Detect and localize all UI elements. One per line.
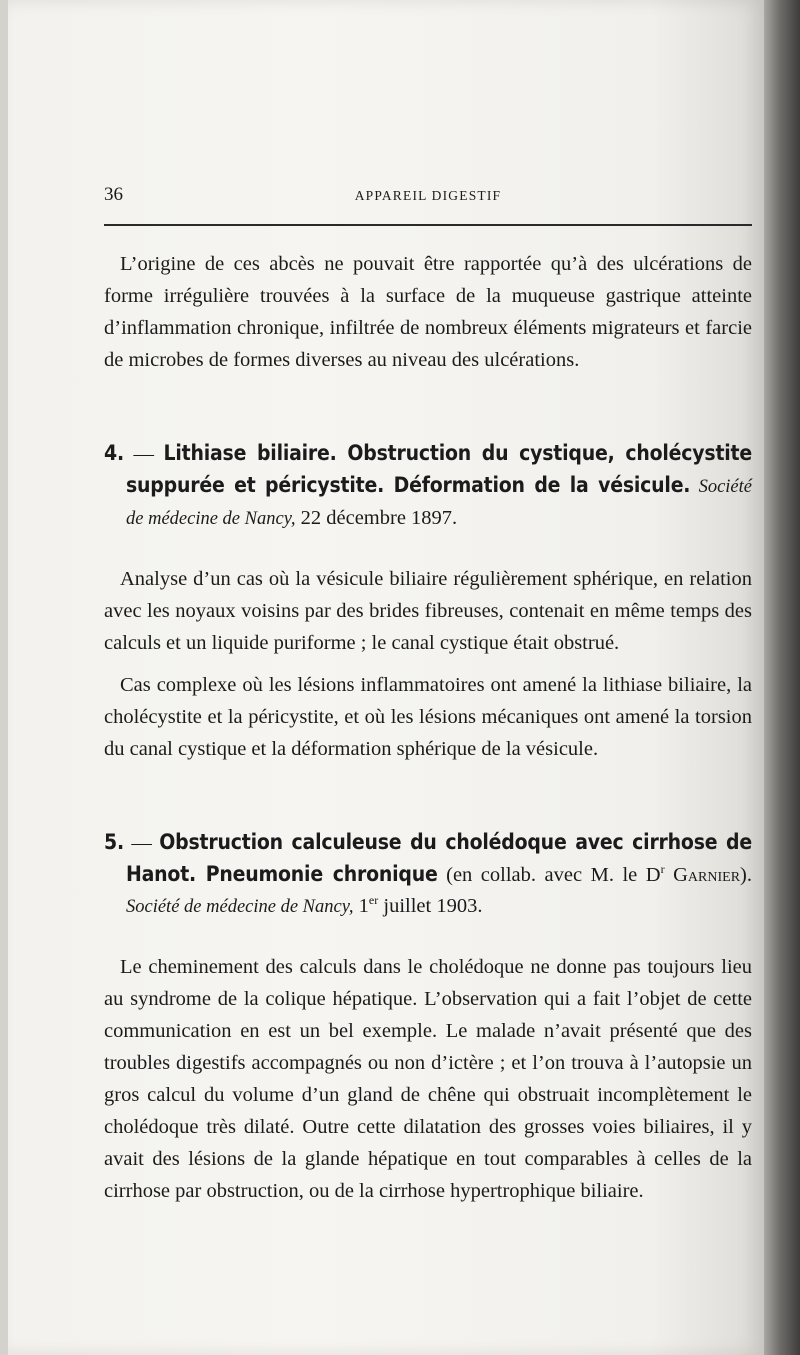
- running-title: APPAREIL DIGESTIF: [354, 188, 502, 203]
- entry-4-dash: —: [123, 443, 164, 465]
- entry-4-date: 22 décembre 1897.: [295, 507, 458, 529]
- page-header: [104, 184, 752, 210]
- entry-5-collab-suffix: ).: [740, 864, 752, 886]
- entry-5-source: Société de médecine de Nancy,: [126, 897, 354, 917]
- entry-5-dash: —: [123, 832, 160, 854]
- book-spine-shadow: [764, 0, 800, 1355]
- page-content: [104, 248, 752, 1207]
- entry-5-date-sup: er: [368, 893, 379, 908]
- entry-4-source: Société de médecine de Nancy,: [126, 477, 752, 529]
- entry-4-number: 4.: [104, 441, 124, 465]
- entry-5-date-day: 1: [353, 895, 369, 917]
- header-rule: [104, 224, 752, 226]
- entry-5-heading: [104, 827, 752, 923]
- page-number: 36: [104, 184, 123, 205]
- entry-5-date-rest: juillet 1903.: [378, 895, 483, 917]
- entry-5-collab-sup: r: [660, 862, 665, 877]
- intro-paragraph: L’origine de ces abcès ne pouvait être rapportée qu’à des ulcérations de forme irrégulière trouvées à la surface de la muqueuse gastrique atteinte d’inflammation chronique, infiltrée de nombreux éléments migrateurs et farcie de microbes de formes diverses au niveau des ulcérations.: [104, 253, 752, 371]
- entry-5-number: 5.: [104, 830, 124, 854]
- entry-4-paragraph-2: Cas complexe où les lésions inflammatoires ont amené la lithiase biliaire, la cholécystite et la péricystite, et où les lésions mécaniques ont amené la torsion du canal cystique et la déformation sphérique de la vésicule.: [104, 674, 752, 760]
- entry-5-collab-prefix: (en collab. avec M. le D: [437, 864, 661, 886]
- entry-5-paragraph-1: Le cheminement des calculs dans le cholédoque ne donne pas toujours lieu au syndrome de la colique hépatique. L’observation qui a fait l’objet de cette communication en est un bel exemple. Le malade n’avait présenté que des troubles digestifs accompagnés ou non d’ictère ; et l’on trouva à l’autopsie un gros calcul du volume d’un gland de chêne qui obstruait incomplètement le cholédoque très dilaté. Outre cette dilatation des grosses voies biliaires, il y avait des lésions de la glande hépatique en tout comparables à celles de la cirrhose par obstruction, ou de la cirrhose hypertrophique biliaire.: [104, 956, 752, 1202]
- entry-5-title: Obstruction calculeuse du cholédoque avec cirrhose de Hanot. Pneumonie chronique: [126, 830, 752, 886]
- entry-4-heading: [104, 438, 752, 535]
- entry-4-paragraph-1: Analyse d’un cas où la vésicule biliaire régulièrement sphérique, en relation avec les noyaux voisins par des brides fibreuses, contenait en même temps des calculs et un liquide puriforme ; le canal cystique était obstrué.: [104, 568, 752, 654]
- entry-4-title: Lithiase biliaire. Obstruction du cystique, cholécystite suppurée et péricystite. Déformation de la vésicule.: [126, 441, 753, 497]
- entry-5-collab-name: Garnier: [664, 864, 741, 886]
